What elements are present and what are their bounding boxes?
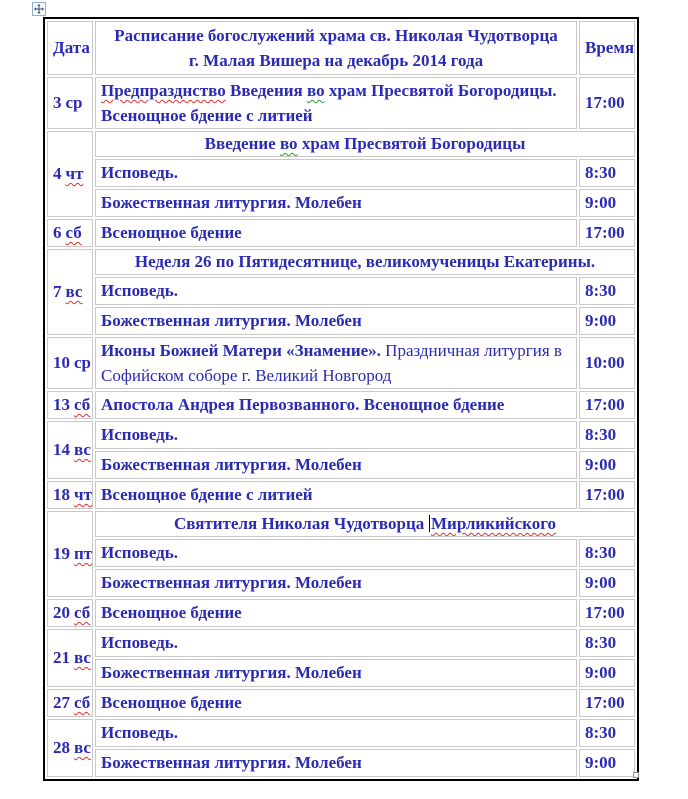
table-row <box>47 189 635 217</box>
date-number: 20 <box>53 603 70 622</box>
feast-text: Введение <box>204 134 280 153</box>
date-number: 21 <box>53 648 70 667</box>
service-cell: Всенощное бдение <box>95 599 577 627</box>
time-cell: 10:00 <box>579 337 635 389</box>
time-cell: 17:00 <box>579 481 635 509</box>
feast-text: Мирликийского <box>431 514 557 533</box>
service-cell: Всенощное бдение <box>95 219 577 247</box>
column-header-time: Время <box>579 21 635 75</box>
table-row <box>47 77 635 129</box>
service-cell: Исповедь. <box>95 277 577 305</box>
date-cell-6 <box>47 219 93 247</box>
feast-text: Святителя Николая Чудотворца <box>173 514 429 533</box>
feast-text: Праздничная литургия в Софийском соборе г. Великий Новгород <box>101 341 562 385</box>
service-cell: Апостола Андрея Первозванного. Всенощное бдение <box>95 391 577 419</box>
time-cell: 8:30 <box>579 277 635 305</box>
date-number: 13 <box>53 395 70 414</box>
table-move-handle[interactable] <box>32 2 46 16</box>
feast-title-cell <box>95 511 635 537</box>
table-row <box>47 719 635 747</box>
service-text: Введения <box>225 81 308 100</box>
time-cell: 9:00 <box>579 189 635 217</box>
date-number: 27 <box>53 693 70 712</box>
date-weekday: сб <box>74 395 91 414</box>
table-row <box>47 159 635 187</box>
feast-text: храм Пресвятой Богородицы <box>297 134 526 153</box>
table-resize-handle[interactable] <box>633 772 639 778</box>
date-weekday: чт <box>74 485 92 504</box>
service-cell: Исповедь. <box>95 539 577 567</box>
time-cell: 8:30 <box>579 159 635 187</box>
table-row <box>47 307 635 335</box>
time-cell: 17:00 <box>579 219 635 247</box>
time-cell: 9:00 <box>579 569 635 597</box>
date-weekday: ср <box>65 93 83 112</box>
table-row <box>47 511 635 537</box>
date-number: 10 <box>53 353 70 372</box>
table-row <box>47 599 635 627</box>
table-row <box>47 277 635 305</box>
time-cell: 8:30 <box>579 719 635 747</box>
date-number: 4 <box>53 164 62 183</box>
time-cell: 8:30 <box>579 629 635 657</box>
service-cell: Исповедь. <box>95 719 577 747</box>
table-row <box>47 451 635 479</box>
table-row <box>47 337 635 389</box>
title-line-1: Расписание богослужений храма св. Николая Чудотворца <box>114 26 558 45</box>
table-row <box>47 689 635 717</box>
time-cell: 9:00 <box>579 749 635 777</box>
date-cell-13 <box>47 391 93 419</box>
feast-text: Иконы Божией Матери «Знамение». <box>101 341 381 360</box>
service-cell: Всенощное бдение с литией <box>95 481 577 509</box>
service-cell: Божественная литургия. Молебен <box>95 749 577 777</box>
service-cell: Божественная литургия. Молебен <box>95 659 577 687</box>
time-cell: 8:30 <box>579 421 635 449</box>
time-cell: 9:00 <box>579 659 635 687</box>
time-cell: 9:00 <box>579 307 635 335</box>
time-cell: 17:00 <box>579 77 635 129</box>
service-cell: Исповедь. <box>95 629 577 657</box>
service-cell <box>95 77 577 129</box>
service-cell: Исповедь. <box>95 159 577 187</box>
service-cell: Божественная литургия. Молебен <box>95 307 577 335</box>
date-number: 18 <box>53 485 70 504</box>
date-cell-10 <box>47 337 93 389</box>
feast-title-cell: Неделя 26 по Пятидесятнице, великомученицы Екатерины. <box>95 249 635 275</box>
move-arrows-icon <box>34 4 44 14</box>
date-number: 28 <box>53 738 70 757</box>
date-cell-21 <box>47 629 93 687</box>
date-cell-19 <box>47 511 93 597</box>
date-number: 14 <box>53 440 70 459</box>
table-row <box>47 421 635 449</box>
service-cell <box>95 337 577 389</box>
service-cell: Божественная литургия. Молебен <box>95 569 577 597</box>
table-row <box>47 131 635 157</box>
date-weekday: ср <box>74 353 91 372</box>
page-title <box>95 21 577 75</box>
date-weekday: вс <box>65 282 83 301</box>
table-row <box>47 249 635 275</box>
table-row <box>47 391 635 419</box>
date-weekday: вс <box>74 440 91 459</box>
service-text: во <box>307 81 325 100</box>
date-number: 19 <box>53 544 70 563</box>
title-line-2: г. Малая Вишера на декабрь 2014 года <box>188 51 484 70</box>
table-row <box>47 21 635 75</box>
table-row <box>47 659 635 687</box>
date-weekday: сб <box>65 223 82 242</box>
service-text: храм Пресвятой Богородицы. Всенощное бдение с литией <box>101 81 557 125</box>
service-cell: Божественная литургия. Молебен <box>95 189 577 217</box>
table-row <box>47 629 635 657</box>
date-cell-27 <box>47 689 93 717</box>
time-cell: 17:00 <box>579 689 635 717</box>
date-weekday: сб <box>74 693 91 712</box>
table-row <box>47 569 635 597</box>
feast-title-cell <box>95 131 635 157</box>
date-cell-4 <box>47 131 93 217</box>
table-row <box>47 219 635 247</box>
date-weekday: сб <box>74 603 91 622</box>
service-cell: Всенощное бдение <box>95 689 577 717</box>
schedule-table <box>43 17 639 781</box>
date-weekday: чт <box>65 164 84 183</box>
date-weekday: вс <box>74 738 91 757</box>
time-cell: 17:00 <box>579 599 635 627</box>
feast-text: во <box>279 134 298 153</box>
table-row <box>47 749 635 777</box>
service-text: Предпразднство <box>101 81 226 100</box>
service-cell: Божественная литургия. Молебен <box>95 451 577 479</box>
date-number: 6 <box>53 223 62 242</box>
text-cursor <box>429 515 431 532</box>
time-cell: 9:00 <box>579 451 635 479</box>
time-cell: 17:00 <box>579 391 635 419</box>
time-cell: 8:30 <box>579 539 635 567</box>
date-number: 7 <box>53 282 62 301</box>
date-cell-28 <box>47 719 93 777</box>
table-row <box>47 481 635 509</box>
column-header-date: Дата <box>47 21 93 75</box>
date-cell-14 <box>47 421 93 479</box>
date-weekday: пт <box>74 544 93 563</box>
table-row <box>47 539 635 567</box>
service-cell: Исповедь. <box>95 421 577 449</box>
date-cell-18 <box>47 481 93 509</box>
date-number: 3 <box>53 93 62 112</box>
date-weekday: вс <box>74 648 91 667</box>
date-cell-7 <box>47 249 93 335</box>
date-cell-3 <box>47 77 93 129</box>
date-cell-20 <box>47 599 93 627</box>
